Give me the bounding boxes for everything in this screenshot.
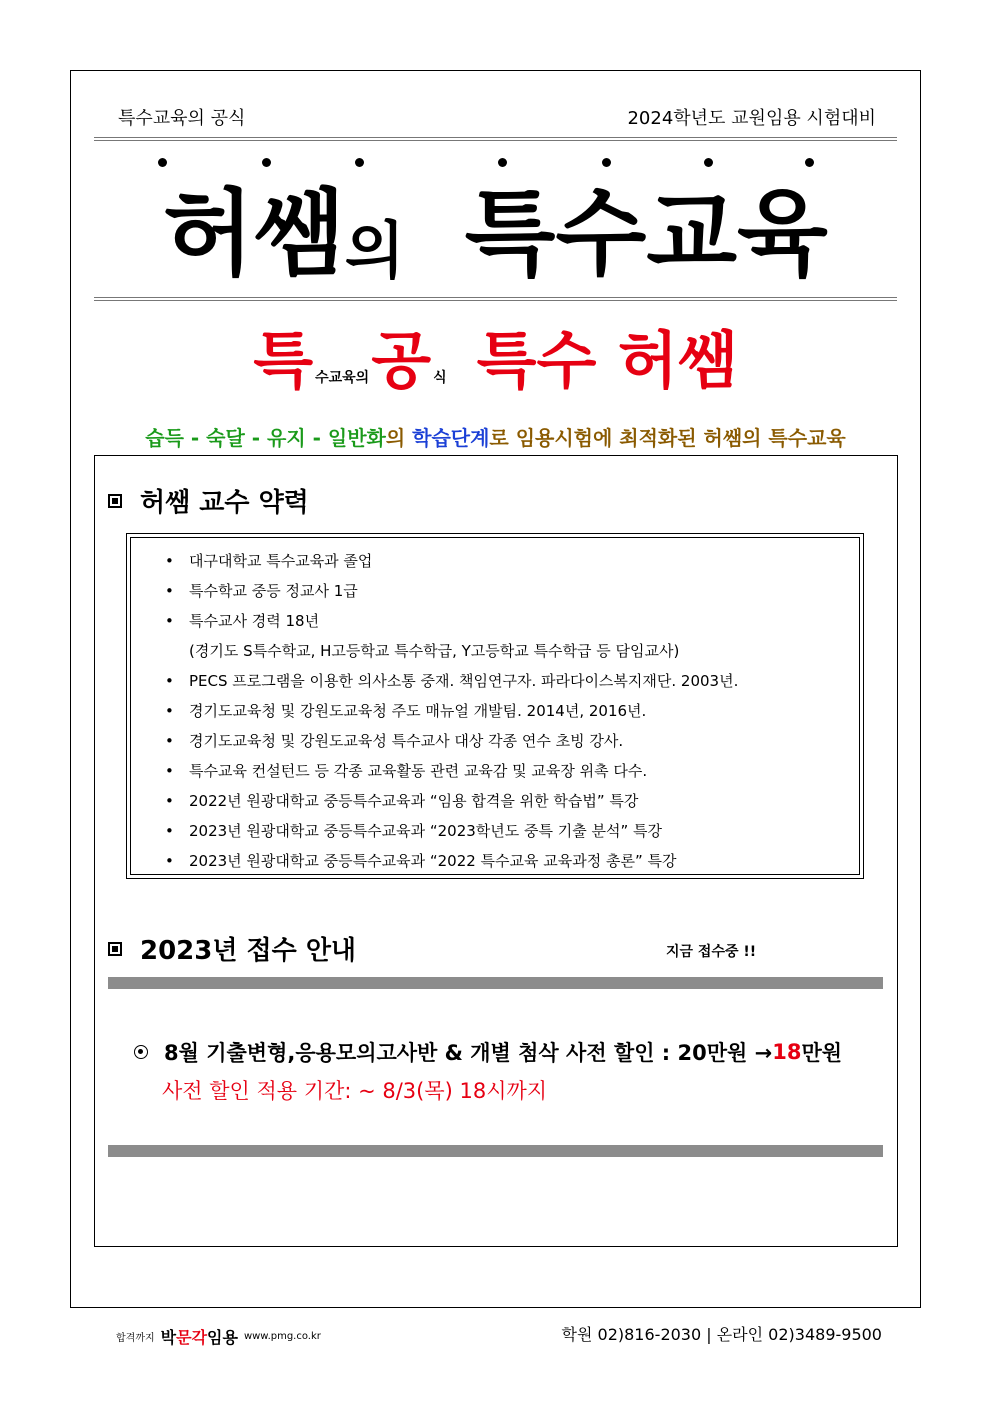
offer-line <box>134 1037 842 1067</box>
career-item: • 특수교사 경력 18년 <box>165 606 738 636</box>
footer-contact: 학원 02)816-2030 | 온라인 02)3489-9500 <box>561 1325 882 1344</box>
career-item: • 특수학교 중등 정교사 1급 <box>165 576 738 606</box>
career-list <box>165 546 738 876</box>
title-rule-bottom <box>94 297 897 301</box>
tagline-rest: 로 임용시험에 최적화된 허쌤의 특수교육 <box>489 426 846 450</box>
divider-bar-bottom <box>108 1145 883 1157</box>
main-title <box>94 150 897 296</box>
brand-gong-small: 식 <box>433 370 447 386</box>
career-item: • 경기도교육청 및 강원도교육성 특수교사 대상 각종 연수 초빙 강사. <box>165 726 738 756</box>
career-item: • 2022년 원광대학교 중등특수교육과 “임용 합격을 위한 학습법” 특강 <box>165 786 738 816</box>
title-part-1: 허쌤 <box>163 180 345 289</box>
square-bullet-icon <box>108 494 122 508</box>
brand-name: 특수 허쌤 <box>476 324 738 397</box>
title-rule-top <box>94 137 897 141</box>
notice-status: 지금 접수중 !! <box>666 944 757 960</box>
offer-text: 8월 기출변형,응용모의고사반 & 개별 첨삭 사전 할인 : 20만원 → <box>164 1041 773 1065</box>
title-part-2: 의 <box>344 214 405 287</box>
career-item: (경기도 S특수학교, H고등학교 특수학급, Y고등학교 특수학급 등 담임교사) <box>189 642 680 660</box>
tagline-learning-stage: 학습단계 <box>412 426 490 450</box>
career-box <box>126 533 864 879</box>
brand-gong: 공 <box>371 324 432 397</box>
career-heading <box>108 482 309 519</box>
header-left: 특수교육의 공식 <box>118 108 246 129</box>
career-item: • 2023년 원광대학교 중등특수교육과 “2022 특수교육 교육과정 총론” 특강 <box>165 846 738 876</box>
offer-unit: 만원 <box>801 1041 843 1065</box>
publisher-logo: 박문각임용 <box>160 1328 238 1347</box>
title-part-3: 특수교육 <box>464 180 828 289</box>
offer-price: 18 <box>772 1040 802 1064</box>
discount-period: 사전 할인 적용 기간: ~ 8/3(목) 18시까지 <box>162 1079 548 1103</box>
header-right: 2024학년도 교원임용 시험대비 <box>627 108 876 129</box>
notice-heading <box>108 930 356 967</box>
square-bullet-icon <box>108 942 122 956</box>
footer-logo <box>116 1325 321 1348</box>
divider-bar-top <box>108 977 883 989</box>
logo-url: www.pmg.co.kr <box>243 1331 321 1342</box>
career-item: • 특수교육 컨설턴드 등 각종 교육활동 관련 교육감 및 교육장 위촉 다수. <box>165 756 738 786</box>
brand-line <box>94 324 897 397</box>
career-item: • PECS 프로그램을 이용한 의사소통 중재. 책임연구자. 파라다이스복지재단. 2003년. <box>165 666 738 696</box>
career-item: • 대구대학교 특수교육과 졸업 <box>165 546 738 576</box>
tagline-connector: 의 <box>385 426 413 450</box>
logo-prefix: 합격까지 <box>116 1333 155 1344</box>
career-item: • 경기도교육청 및 강원도교육청 주도 매뉴얼 개발팀. 2014년, 2016년. <box>165 696 738 726</box>
brand-teuk: 특 <box>253 324 314 397</box>
notice-heading-text: 2023년 접수 안내 <box>140 936 357 966</box>
tagline-stages: 습득 - 숙달 - 유지 - 일반화 <box>145 426 386 450</box>
brand-teuk-small: 수교육의 <box>315 370 370 386</box>
tagline <box>94 422 897 451</box>
career-item: • 2023년 원광대학교 중등특수교육과 “2023학년도 중특 기출 분석” 특강 <box>165 816 738 846</box>
career-heading-text: 허쌤 교수 약력 <box>140 488 309 518</box>
radio-bullet-icon <box>134 1045 148 1059</box>
